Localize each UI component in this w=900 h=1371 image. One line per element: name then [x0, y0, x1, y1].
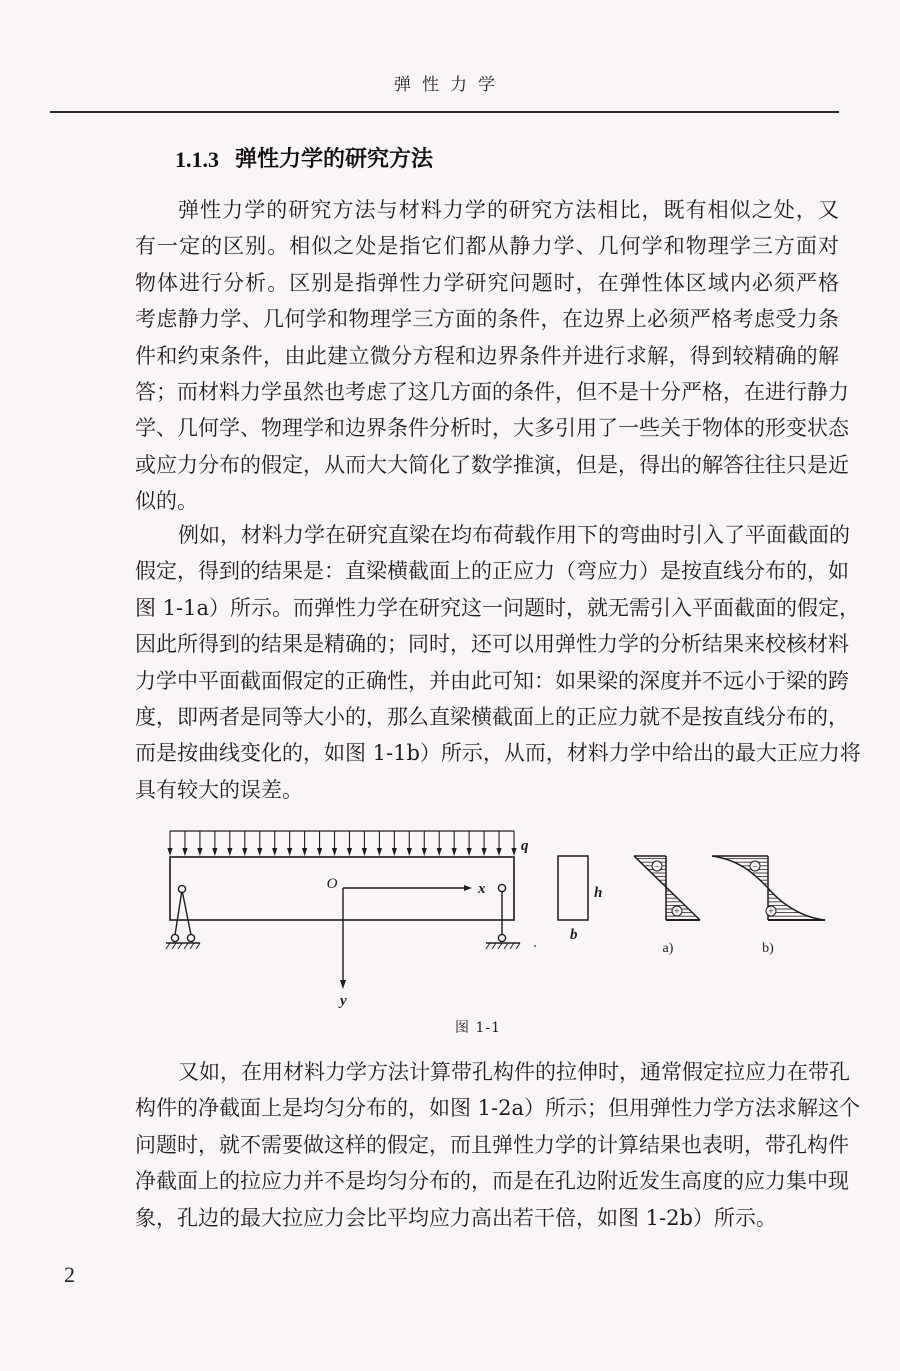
figure-1-1: [150, 820, 850, 1010]
section-heading: [175, 146, 433, 174]
text-line: 考虑静力学、几何学和物理学三方面的条件，在边界上必须严格考虑受力条: [135, 307, 839, 332]
text-line: 具有较大的误差。: [135, 777, 303, 802]
text-line: 问题时，就不需要做这样的假定，而且弹性力学的计算结果也表明，带孔构件: [135, 1132, 849, 1157]
text-line: 而是按曲线变化的，如图 1-1b）所示，从而，材料力学中给出的最大正应力将: [135, 741, 861, 766]
x-axis-label: x: [478, 881, 486, 897]
text-line: 似的。: [135, 489, 198, 514]
tension-sign: +: [674, 906, 680, 918]
text-line: 净截面上的拉应力并不是均匀分布的，而是在孔边附近发生高度的应力集中现: [135, 1169, 849, 1194]
running-header: 弹性力学: [394, 75, 506, 95]
compression-sign: −: [752, 861, 758, 873]
text-line: 弹性力学的研究方法与材料力学的研究方法相比，既有相似之处，又: [178, 198, 839, 222]
stress-diagram-linear: [634, 856, 700, 920]
text-line: 有一定的区别。相似之处是指它们都从静力学、几何学和物理学三方面对: [135, 234, 839, 259]
paragraph-3: [135, 1054, 861, 1236]
text-line: 因此所得到的结果是精确的；同时，还可以用弹性力学的分析结果来校核材料: [135, 632, 849, 657]
page-number: 2: [64, 1262, 75, 1287]
y-axis-arrow-icon: [340, 980, 346, 989]
text-line: 例如，材料力学在研究直梁在均布荷载作用下的弯曲时引入了平面截面的: [178, 523, 850, 547]
paragraph-1: [135, 192, 849, 520]
tension-sign: +: [768, 906, 774, 918]
x-axis-arrow-icon: [464, 885, 472, 891]
y-axis-label: y: [340, 993, 347, 1009]
section-number: 1.1.3: [175, 147, 219, 172]
compression-sign: −: [654, 861, 660, 873]
text-line: 力学中平面截面假定的正确性，并由此可知：如果梁的深度并不远小于梁的跨: [135, 668, 849, 693]
height-label: h: [594, 885, 603, 901]
text-line: 件和约束条件，由此建立微分方程和边界条件并进行求解，得到较精确的解: [135, 343, 839, 368]
text-line: 图 1-1a）所示。而弹性力学在研究这一问题时，就无需引入平面截面的假定，: [135, 595, 861, 620]
paragraph-2: [135, 517, 861, 808]
width-label: b: [570, 927, 578, 943]
load-arrows-icon: [167, 831, 516, 856]
load-label: q: [521, 838, 529, 854]
text-line: 答；而材料力学虽然也考虑了这几方面的条件，但不是十分严格，在进行静力: [135, 379, 849, 404]
text-line: 又如，在用材料力学方法计算带孔构件的拉伸时，通常假定拉应力在带孔: [178, 1060, 850, 1084]
text-line: 象，孔边的最大拉应力会比平均应力高出若干倍，如图 1-2b）所示。: [135, 1205, 777, 1230]
roller-support-icon: [486, 884, 520, 949]
distributed-load: [167, 831, 516, 856]
text-line: 假定，得到的结果是：直梁横截面上的正应力（弯应力）是按直线分布的，如: [135, 559, 849, 584]
subfigure-a-label: a): [662, 941, 674, 956]
section-title: 弹性力学的研究方法: [235, 147, 434, 172]
stress-diagram-curved: [712, 856, 825, 920]
header-rule: [50, 111, 839, 113]
subfigure-b-label: b): [762, 941, 774, 956]
pin-support-icon: [166, 885, 200, 949]
coordinate-axes: [340, 885, 472, 989]
text-line: 构件的净截面上是均匀分布的，如图 1-2a）所示；但用弹性力学方法求解这个: [135, 1096, 861, 1121]
text-line: 物体进行分析。区别是指弹性力学研究问题时，在弹性体区域内必须严格: [135, 270, 839, 295]
figure-caption: 图 1-1: [455, 1020, 501, 1036]
cross-section: [558, 856, 588, 920]
text-line: 或应力分布的假定，从而大大简化了数学推演，但是，得出的解答往往只是近: [135, 452, 849, 477]
text-line: 度，即两者是同等大小的，那么直梁横截面上的正应力就不是按直线分布的，: [135, 704, 849, 729]
text-line: 学、几何学、物理学和边界条件分析时，大多引用了一些关于物体的形变状态: [135, 416, 849, 441]
origin-label: O: [326, 876, 338, 892]
stray-dot: [534, 945, 536, 947]
